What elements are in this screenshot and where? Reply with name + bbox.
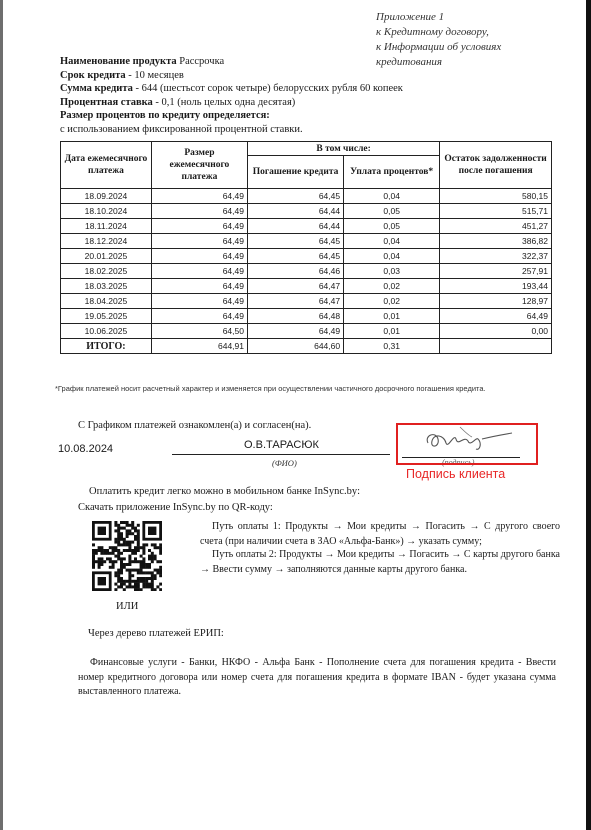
total-payment: 644,91	[151, 339, 247, 354]
table-row	[61, 204, 552, 219]
cell-interest: 0,04	[344, 234, 440, 249]
cell-balance: 322,37	[440, 249, 552, 264]
header-principal: Погашение кредита	[247, 156, 343, 189]
cell-balance: 0,00	[440, 324, 552, 339]
interest-label: Размер процентов по кредиту определяется:	[60, 110, 270, 121]
cell-interest: 0,05	[344, 219, 440, 234]
cell-payment: 64,49	[151, 309, 247, 324]
cell-date: 18.09.2024	[61, 189, 152, 204]
table-row	[61, 219, 552, 234]
cell-payment: 64,49	[151, 279, 247, 294]
financial-path: Финансовые услуги - Банки, НКФО - Альфа Банк - Пополнение счета для погашения кредита - Ввести номер кредитного договора или номер счета для погашения кредита в формате IBAN - будет указана сумма выставленного платежа.	[78, 657, 556, 697]
cell-balance: 257,91	[440, 264, 552, 279]
table-row	[61, 294, 552, 309]
total-row	[61, 339, 552, 354]
cell-payment: 64,49	[151, 264, 247, 279]
product-value: Рассрочка	[179, 56, 225, 67]
or-text: ИЛИ	[116, 601, 139, 612]
term-value: - 10 месяцев	[125, 69, 184, 81]
cell-payment: 64,50	[151, 324, 247, 339]
payment-path-1: Путь оплаты 1: Продукты → Мои кредиты → Погасить → С другого своего счета (при наличии счета в ЗАО «Альфа-Банк») → указать сумму;	[200, 521, 560, 547]
rate-row	[60, 96, 580, 110]
cell-principal: 64,45	[247, 234, 343, 249]
cell-balance: 128,97	[440, 294, 552, 309]
fio-label: (ФИО)	[272, 458, 297, 468]
cell-payment: 64,49	[151, 234, 247, 249]
erip-text: Через дерево платежей ЕРИП:	[88, 628, 224, 639]
acknowledgement: С Графиком платежей ознакомлен(а) и согласен(на).	[78, 420, 312, 431]
cell-date: 18.02.2025	[61, 264, 152, 279]
header-monthly: Размер ежемесячного платежа	[151, 142, 247, 189]
cell-interest: 0,05	[344, 204, 440, 219]
cell-date: 18.10.2024	[61, 204, 152, 219]
download-app: Скачать приложение InSync.by по QR-коду:	[78, 502, 273, 513]
payment-path-2: Путь оплаты 2: Продукты → Мои кредиты → Погасить → С карты другого банка → Ввести сумму → заполняются данные карты другого банка.	[200, 549, 560, 575]
cell-payment: 64,49	[151, 189, 247, 204]
cell-principal: 64,46	[247, 264, 343, 279]
sign-date: 10.08.2024	[58, 443, 114, 455]
appendix-line-2: к Кредитному договору,	[376, 26, 489, 38]
rate-value: - 0,1 (ноль целых одна десятая)	[152, 96, 296, 108]
table-row	[61, 189, 552, 204]
product-row	[60, 55, 580, 69]
cell-principal: 64,47	[247, 294, 343, 309]
cell-payment: 64,49	[151, 249, 247, 264]
cell-interest: 0,01	[344, 324, 440, 339]
cell-principal: 64,48	[247, 309, 343, 324]
footnote: *График платежей носит расчетный характер и изменяется при осуществлении частичного досрочного погашения кредита.	[55, 384, 486, 393]
payment-schedule-table	[60, 141, 552, 354]
header-balance: Остаток задолженности после погашения	[440, 142, 552, 189]
cell-payment: 64,49	[151, 219, 247, 234]
cell-balance: 580,15	[440, 189, 552, 204]
cell-interest: 0,02	[344, 279, 440, 294]
cell-payment: 64,49	[151, 204, 247, 219]
cell-principal: 64,45	[247, 249, 343, 264]
table-row	[61, 249, 552, 264]
product-label: Наименование продукта	[60, 56, 177, 67]
signature-label: (подпись)	[442, 458, 475, 467]
cell-date: 18.03.2025	[61, 279, 152, 294]
cell-payment: 64,49	[151, 294, 247, 309]
cell-interest: 0,04	[344, 189, 440, 204]
table-row	[61, 309, 552, 324]
cell-date: 20.01.2025	[61, 249, 152, 264]
cell-interest: 0,01	[344, 309, 440, 324]
term-row	[60, 69, 580, 83]
total-interest: 0,31	[344, 339, 440, 354]
total-label: ИТОГО:	[61, 339, 152, 354]
payment-intro: Оплатить кредит легко можно в мобильном банке InSync.by:	[89, 486, 361, 497]
cell-balance: 64,49	[440, 309, 552, 324]
total-principal: 644,60	[247, 339, 343, 354]
left-edge	[0, 0, 3, 830]
signature-highlight-box	[396, 423, 538, 465]
client-name: О.В.ТАРАСЮК	[244, 439, 319, 451]
cell-balance: 515,71	[440, 204, 552, 219]
cell-date: 18.04.2025	[61, 294, 152, 309]
rate-label: Процентная ставка	[60, 96, 153, 108]
header-including: В том числе:	[247, 142, 439, 156]
cell-principal: 64,45	[247, 189, 343, 204]
cell-balance: 451,27	[440, 219, 552, 234]
cell-principal: 64,47	[247, 279, 343, 294]
qr-code[interactable]	[92, 521, 162, 591]
cell-interest: 0,03	[344, 264, 440, 279]
right-edge	[586, 0, 591, 830]
table-row	[61, 234, 552, 249]
amount-row	[60, 82, 580, 96]
total-balance	[440, 339, 552, 354]
signature-annotation: Подпись клиента	[406, 467, 506, 481]
cell-date: 18.12.2024	[61, 234, 152, 249]
loan-info	[60, 55, 580, 136]
header-date: Дата ежемесячного платежа	[61, 142, 152, 189]
cell-interest: 0,02	[344, 294, 440, 309]
appendix-line-3: к Информации об условиях кредитования	[376, 41, 502, 68]
interest-value: с использованием фиксированной процентной ставки.	[60, 123, 303, 135]
cell-principal: 64,44	[247, 204, 343, 219]
cell-balance: 193,44	[440, 279, 552, 294]
appendix-line-1: Приложение 1	[376, 11, 445, 23]
table-row	[61, 264, 552, 279]
amount-value: - 644 (шестьсот сорок четыре) белорусских рубля 60 копеек	[132, 83, 403, 94]
header-interest: Уплата процентов*	[344, 156, 440, 189]
amount-label: Сумма кредита	[60, 83, 133, 94]
cell-balance: 386,82	[440, 234, 552, 249]
fio-underline	[172, 454, 390, 455]
cell-date: 10.06.2025	[61, 324, 152, 339]
table-row	[61, 324, 552, 339]
cell-date: 18.11.2024	[61, 219, 152, 234]
cell-interest: 0,04	[344, 249, 440, 264]
table-row	[61, 279, 552, 294]
cell-date: 19.05.2025	[61, 309, 152, 324]
term-label: Срок кредита	[60, 69, 126, 81]
cell-principal: 64,44	[247, 219, 343, 234]
cell-principal: 64,49	[247, 324, 343, 339]
